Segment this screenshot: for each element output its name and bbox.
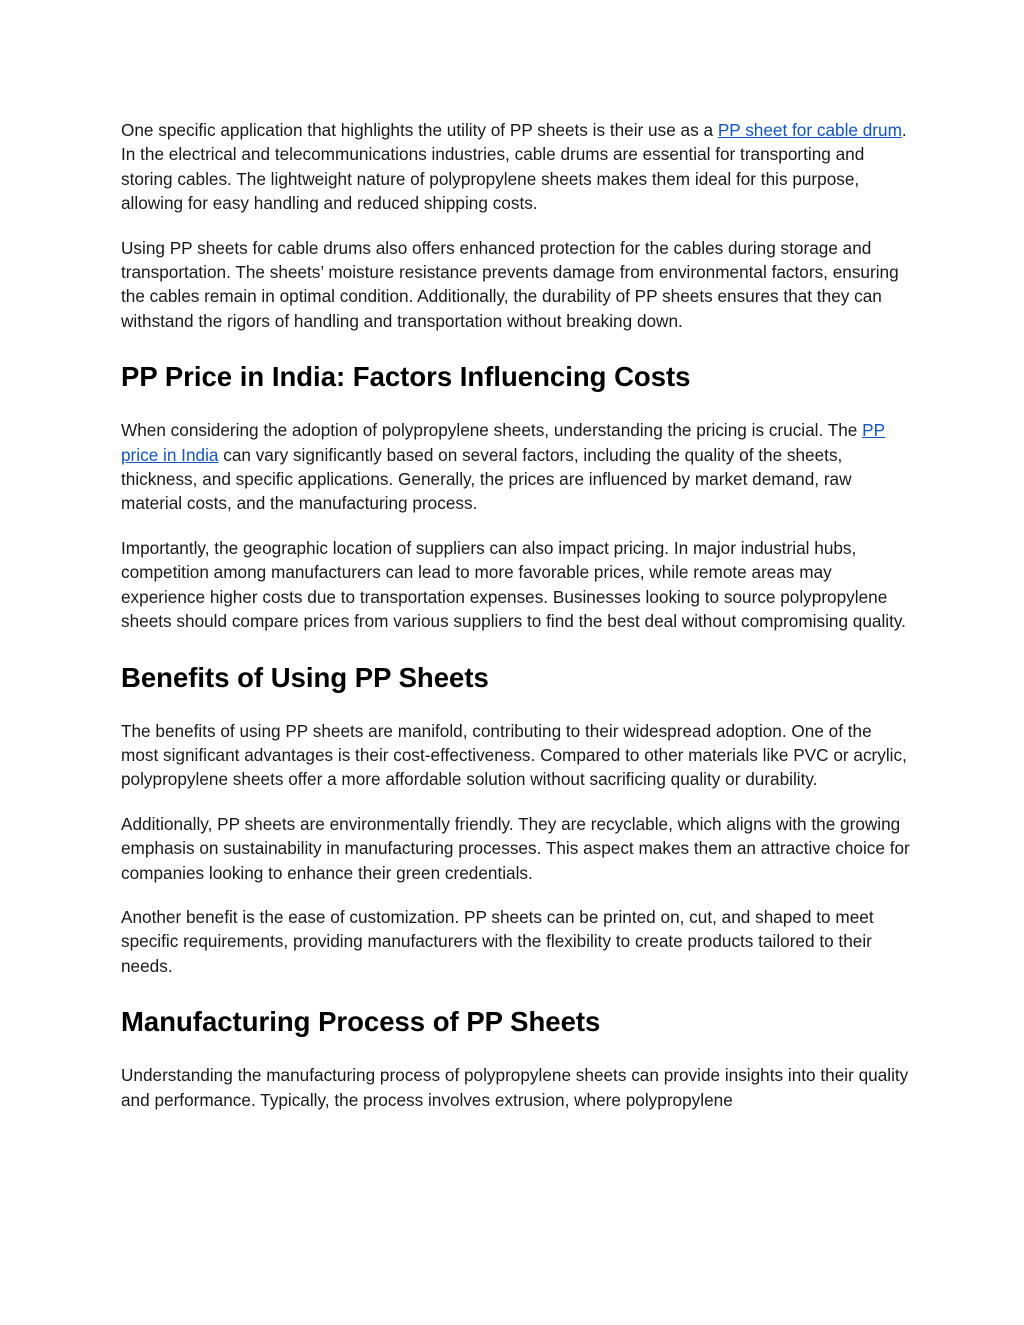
paragraph-text: One specific application that highlights the utility of PP sheets is their use as a: [121, 120, 718, 140]
paragraph: Another benefit is the ease of customization. PP sheets can be printed on, cut, and shaped to meet specific requirements, providing manufacturers with the flexibility to create products tailored to their needs.: [121, 906, 874, 976]
paragraph-text: . In the electrical and telecommunications industries, cable drums are essential for transporting and storing cables. The lightweight nature of polypropylene sheets makes them ideal for this purpose, allowing for easy handling and reduced shipping costs.: [121, 120, 907, 214]
paragraph: Understanding the manufacturing process of polypropylene sheets can provide insights into their quality and performance. Typically, the process involves extrusion, where polypropylene: [121, 1065, 909, 1110]
paragraph-text: can vary significantly based on several factors, including the quality of the sheets, thickness, and specific applications. Generally, the prices are influenced by market demand, raw material costs, and the manufacturing process.: [121, 444, 852, 514]
paragraph: [121, 418, 911, 516]
paragraph-text: When considering the adoption of polypropylene sheets, understanding the pricing is crucial. The: [121, 420, 863, 441]
paragraph: Using PP sheets for cable drums also offers enhanced protection for the cables during storage and transportation. The sheets’ moisture resistance prevents damage from environmental factors, ensuring the cables remain in optimal condition. Additionally, the durability of PP sheets ensures that they can withstand the rigors of handling and transportation without breaking down.: [121, 237, 899, 331]
section-heading: PP Price in India: Factors Influencing Costs: [121, 361, 691, 393]
paragraph: Additionally, PP sheets are environmentally friendly. They are recyclable, which aligns with the growing emphasis on sustainability in manufacturing processes. This aspect makes them an attractive choice for companies looking to enhance their green credentials.: [121, 813, 910, 883]
paragraph: Importantly, the geographic location of suppliers can also impact pricing. In major industrial hubs, competition among manufacturers can lead to more favorable prices, while remote areas may experience higher costs due to transportation expenses. Businesses looking to source polypropylene sheets should compare prices from various suppliers to find the best deal without compromising quality.: [121, 537, 906, 632]
section-heading: Benefits of Using PP Sheets: [121, 661, 489, 693]
link-pp-price-in-india[interactable]: PP price in India: [121, 420, 886, 465]
link-pp-sheet-for-cable-drum[interactable]: PP sheet for cable drum: [717, 120, 902, 140]
paragraph: The benefits of using PP sheets are manifold, contributing to their widespread adoption. One of the most significant advantages is their cost-effectiveness. Compared to other materials like PVC or acrylic, polypropylene sheets offer a more affordable solution without sacrificing quality or durability.: [121, 720, 907, 790]
paragraph: [121, 118, 911, 216]
section-heading: Manufacturing Process of PP Sheets: [121, 1006, 601, 1038]
document-page: [121, 118, 911, 1132]
